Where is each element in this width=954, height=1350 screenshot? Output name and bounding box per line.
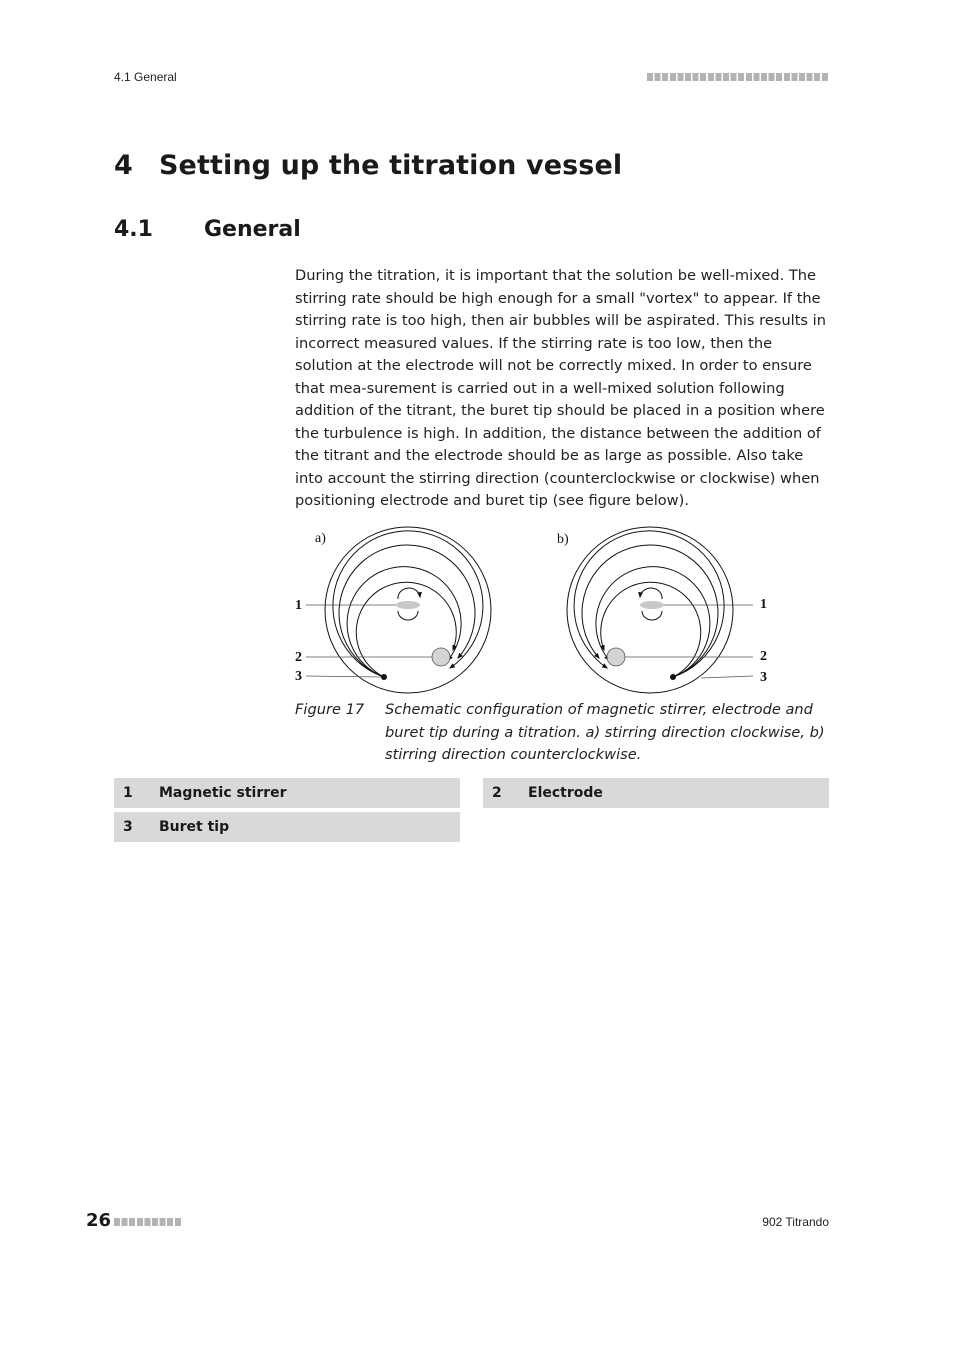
stirrer-rotation-arrow-bottom	[398, 611, 418, 620]
section-heading	[114, 217, 301, 242]
legend-number: 1	[123, 785, 133, 801]
buret-tip-b	[670, 674, 676, 680]
callout-3b: 3	[760, 670, 767, 685]
callout-3a: 3	[295, 669, 302, 684]
vessel-outline	[325, 527, 491, 693]
figure-caption-text: Schematic configuration of magnetic stirrer, electrode and buret tip during a titration. a) stirring direction clockwise, b) stirring direction counterclockwise.	[385, 701, 825, 763]
panel-b-counterclockwise	[557, 527, 767, 693]
stirrer-configuration-figure	[290, 520, 835, 702]
callout-line-3b	[701, 676, 753, 678]
header-decoration-bar	[647, 73, 829, 81]
legend-label: Magnetic stirrer	[159, 785, 287, 801]
magnetic-stirrer-b	[640, 601, 664, 609]
buret-tip-a	[381, 674, 387, 680]
body-paragraph: During the titration, it is important that the solution be well-mixed. The stirring rate should be high enough for a small "vortex" to appear. If the stirring rate is too high, then air bubbles will be aspirated. This results in incorrect measured values. If the stirring rate is too low, then the solution at the electrode will not be correctly mixed. In order to ensure that mea-surement is carried out in a well-mixed solution following addition of the titrant, the buret tip should be placed in a position where the turbulence is high. In addition, the distance between the addition of the titrant and the electrode should be as large as possible. Also take into account the stirring direction (counterclockwise or clockwise) when positioning electrode and buret tip (see figure below).	[295, 267, 826, 509]
electrode-a	[432, 648, 450, 666]
callout-2a: 2	[295, 650, 302, 665]
panel-a-clockwise	[295, 527, 491, 693]
legend-number: 3	[123, 819, 133, 835]
stirrer-rotation-arrow-top	[640, 588, 662, 599]
footer-decoration-bar	[114, 1218, 182, 1226]
page-number: 26	[86, 1210, 112, 1231]
stirrer-rotation-arrow-bottom	[642, 611, 662, 620]
legend-item-magnetic-stirrer	[114, 778, 460, 808]
figure-drawing	[290, 520, 835, 702]
magnetic-stirrer-a	[396, 601, 420, 609]
legend-item-electrode	[483, 778, 829, 808]
callout-1a: 1	[295, 598, 302, 613]
legend-number: 2	[492, 785, 502, 801]
section-number: 4.1	[114, 217, 153, 242]
legend-item-buret-tip	[114, 812, 460, 842]
legend-label: Electrode	[528, 785, 603, 801]
legend-label: Buret tip	[159, 819, 230, 835]
callout-line-3a	[306, 676, 381, 677]
chapter-number: 4	[114, 150, 133, 181]
panel-b-label: b)	[557, 532, 569, 547]
panel-a-label: a)	[315, 531, 326, 546]
stirrer-rotation-arrow-top	[398, 588, 420, 599]
chapter-heading	[114, 150, 622, 181]
product-name: 902 Titrando	[762, 1215, 829, 1229]
electrode-b	[607, 648, 625, 666]
running-header: 4.1 General	[114, 70, 177, 84]
chapter-title: Setting up the titration vessel	[159, 150, 623, 181]
callout-1b: 1	[760, 597, 767, 612]
callout-2b: 2	[760, 649, 767, 664]
figure-caption-label: Figure 17	[295, 701, 365, 718]
section-title: General	[204, 217, 301, 242]
